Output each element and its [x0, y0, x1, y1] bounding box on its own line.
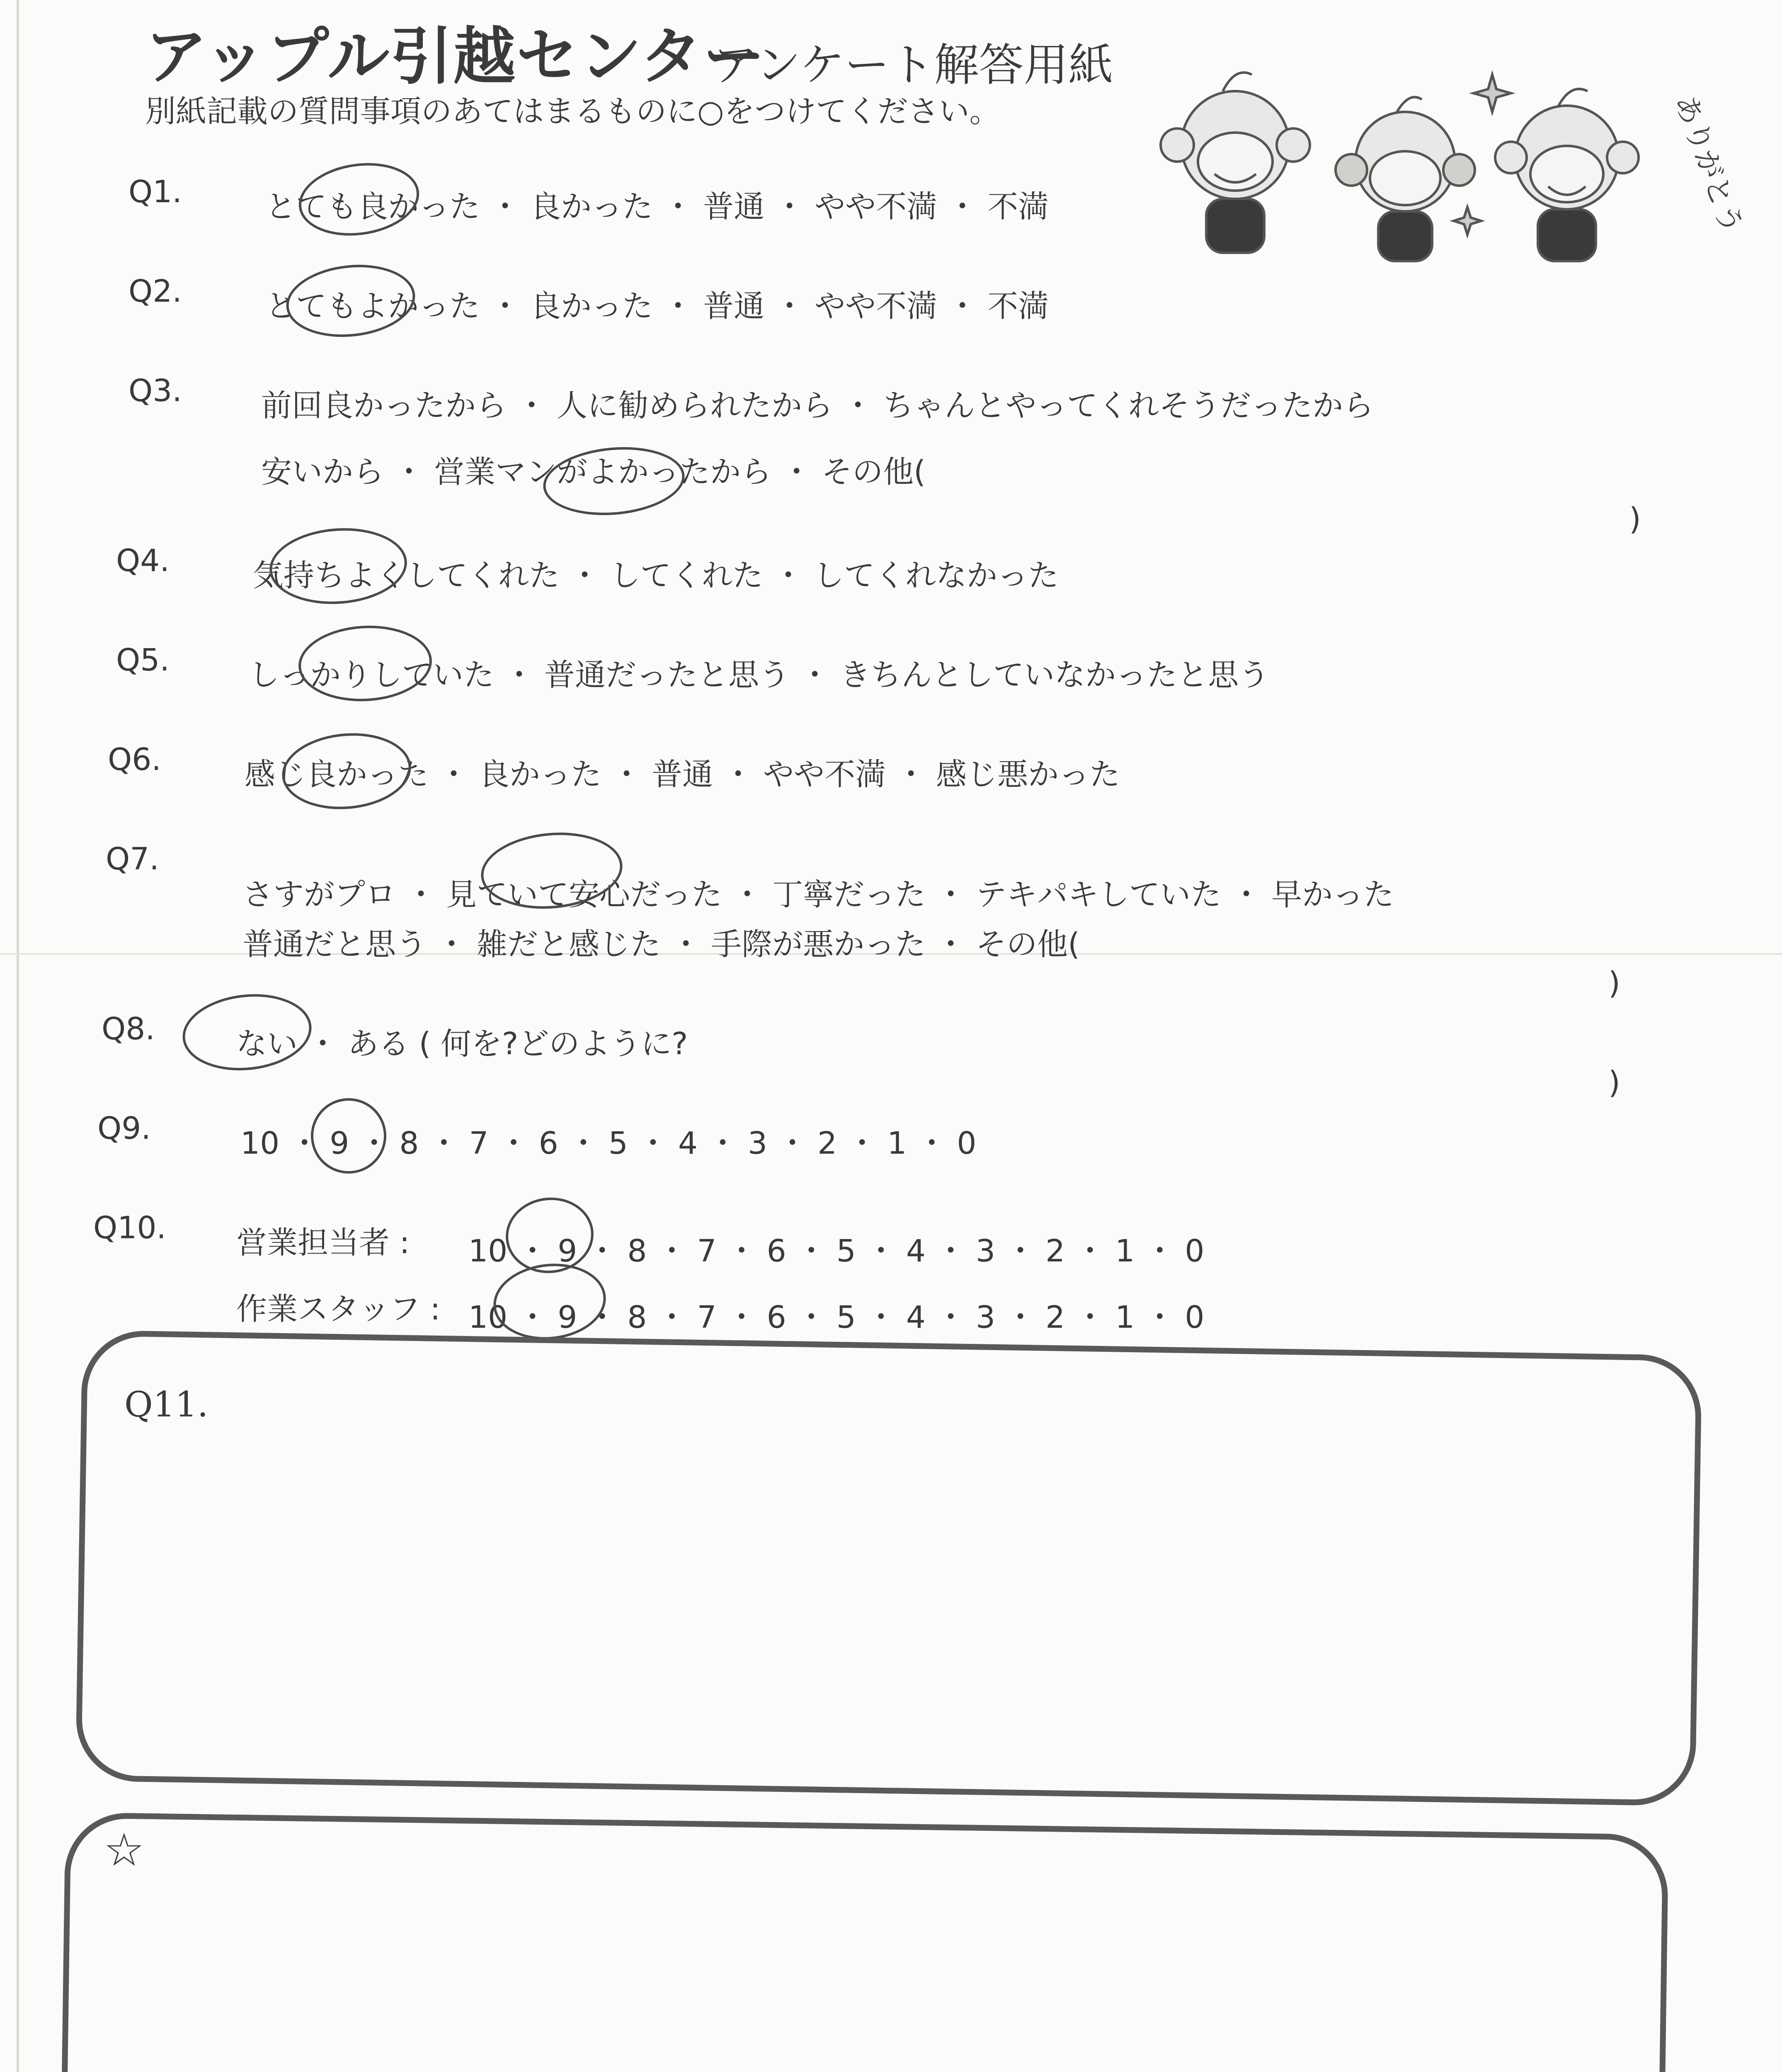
- q2-options[interactable]: とてもよかった ・ 良かった ・ 普通 ・ やや不満 ・ 不満: [265, 288, 1049, 324]
- q7-number: Q7.: [106, 841, 159, 877]
- q10-staff-label: 作業スタッフ :: [236, 1291, 441, 1327]
- q11-label: Q11.: [124, 1384, 209, 1425]
- q3-options-line2[interactable]: 安いから ・ 営業マンがよかったから ・ その他(: [261, 454, 926, 490]
- q9-scale[interactable]: 10 ・ 9 ・ 8 ・ 7 ・ 6 ・ 5 ・ 4 ・ 3 ・ 2 ・ 1 ・ 0: [240, 1126, 977, 1161]
- form-subtitle: アンケート解答用紙: [713, 39, 1113, 91]
- q9-answer-circle: [307, 1094, 390, 1177]
- q1-options[interactable]: とても良かった ・ 良かった ・ 普通 ・ やや不満 ・ 不満: [265, 189, 1049, 225]
- page-edge: [17, 0, 19, 2072]
- q10-staff-scale[interactable]: 10 ・ 9 ・ 8 ・ 7 ・ 6 ・ 5 ・ 4 ・ 3 ・ 2 ・ 1 ・ 0: [468, 1300, 1205, 1335]
- q2-answer-circle: [283, 259, 419, 343]
- q5-options[interactable]: しっかりしていた ・ 普通だったと思う ・ きちんとしていなかったと思う: [249, 657, 1270, 693]
- q8-number: Q8.: [102, 1011, 155, 1047]
- q11-comment-box[interactable]: [75, 1330, 1702, 1806]
- q1-answer-circle: [294, 156, 424, 243]
- q6-answer-circle: [279, 728, 415, 815]
- form-instruction: 別紙記載の質問事項のあてはまるものに○をつけてください。: [145, 94, 1000, 129]
- monkey-mascots-illustration: [1152, 50, 1750, 265]
- form-title: アップル引越センター: [145, 21, 766, 93]
- q8-close-paren: ): [1608, 1065, 1620, 1101]
- q8-options[interactable]: ない ・ ある ( 何を?どのように?: [236, 1026, 688, 1062]
- svg-text:ありがとう: ありがとう: [1668, 90, 1750, 238]
- q10-sales-label: 営業担当者 :: [236, 1225, 410, 1261]
- q4-options[interactable]: 気持ちよくしてくれた ・ してくれた ・ してくれなかった: [253, 558, 1059, 593]
- q7-options-line2[interactable]: 普通だと思う ・ 雑だと感じた ・ 手際が悪かった ・ その他(: [242, 927, 1080, 962]
- q3-options-line1[interactable]: 前回良かったから ・ 人に勧められたから ・ ちゃんとやってくれそうだったから: [261, 388, 1374, 424]
- q9-number: Q9.: [97, 1111, 151, 1146]
- q3-close-paren: ): [1629, 501, 1641, 537]
- q4-answer-circle: [267, 524, 410, 609]
- q3-number: Q3.: [128, 373, 182, 409]
- q6-number: Q6.: [108, 742, 161, 777]
- q10-sales-scale[interactable]: 10 ・ 9 ・ 8 ・ 7 ・ 6 ・ 5 ・ 4 ・ 3 ・ 2 ・ 1 ・ 0: [468, 1233, 1205, 1269]
- q7-close-paren: ): [1608, 966, 1620, 1001]
- q2-number: Q2.: [128, 274, 182, 309]
- q4-number: Q4.: [116, 543, 170, 579]
- q5-number: Q5.: [116, 642, 170, 678]
- star-label: ☆: [104, 1823, 145, 1876]
- q10-number: Q10.: [93, 1210, 166, 1246]
- q1-number: Q1.: [128, 174, 182, 210]
- q6-options[interactable]: 感じ良かった ・ 良かった ・ 普通 ・ やや不満 ・ 感じ悪かった: [245, 757, 1120, 792]
- q7-options-line1[interactable]: さすがプロ ・ 見ていて安心だった ・ 丁寧だった ・ テキパキしていた ・ 早かった: [242, 877, 1394, 913]
- star-comment-box[interactable]: [59, 1812, 1668, 2072]
